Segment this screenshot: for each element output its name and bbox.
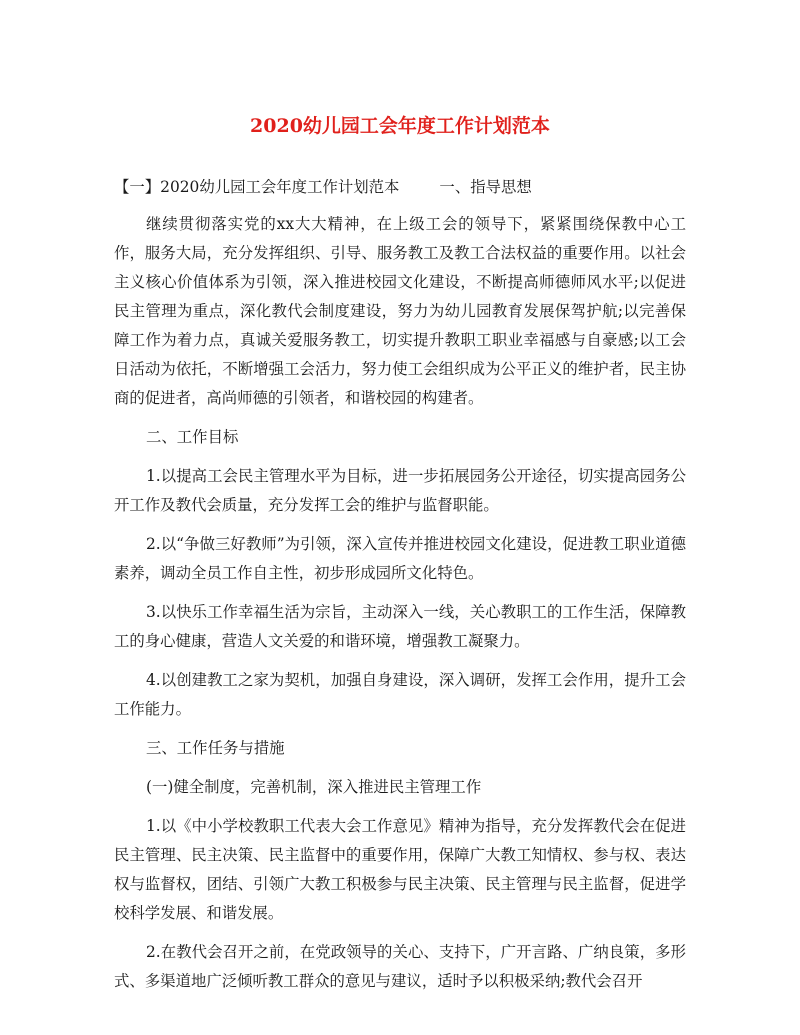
task-item-1: 1.以《中小学校教职工代表大会工作意见》精神为指导，充分发挥教代会在促进民主管理、民主决策、民主监督中的重要作用，保障广大教工知情权、参与权、表达权与监督权，团结、引领广大教工积极参与民主决策、民主管理与民主监督，促进学校科学发展、和谐发展。 (114, 817, 686, 922)
goal-item-1: 1.以提高工会民主管理水平为目标，进一步拓展园务公开途径，切实提高园务公开工作及教代会质量，充分发挥工会的维护与监督职能。 (114, 467, 686, 514)
document-title: 2020幼儿园工会年度工作计划范本 (250, 115, 550, 137)
section-heading-tasks: 三、工作任务与措施 (146, 739, 285, 757)
section-heading-work-goals: 二、工作目标 (146, 428, 239, 446)
task-item-2: 2.在教代会召开之前，在党政领导的关心、支持下，广开言路、广纳良策，多形式、多渠道地广泛倾听教工群众的意见与建议，适时予以积极采纳;教代会召开 (114, 943, 686, 990)
section-lead: 【一】2020幼儿园工会年度工作计划范本 (114, 178, 400, 196)
subsection-heading-system: (一)健全制度，完善机制，深入推进民主管理工作 (146, 778, 482, 796)
paragraph-guiding-thought: 继续贯彻落实党的xx大大精神，在上级工会的领导下，紧紧围绕保教中心工作，服务大局，充分发挥组织、引导、服务教工及教工合法权益的重要作用。以社会主义核心价值体系为引领，深入推进校园文化建设，不断提高师德师风水平;以促进民主管理为重点，深化教代会制度建设，努力为幼儿园教育发展保驾护航;以完善保障工作为着力点，真诚关爱服务教工，切实提升教职工职业幸福感与自豪感;以工会日活动为依托，不断增强工会活力，努力使工会组织成为公平正义的维护者，民主协商的促进者，高尚师德的引领者，和谐校园的构建者。 (114, 215, 686, 407)
intro-heading-line (114, 173, 686, 202)
goal-item-4: 4.以创建教工之家为契机，加强自身建设，深入调研，发挥工会作用，提升工会工作能力。 (114, 671, 686, 718)
goal-item-2: 2.以“争做三好教师”为引领，深入宣传并推进校园文化建设，促进教工职业道德素养，调动全员工作自主性，初步形成园所文化特色。 (114, 535, 686, 582)
section-heading-guiding-thought: 一、指导思想 (439, 178, 532, 196)
document-body (114, 173, 686, 1006)
goal-item-3: 3.以快乐工作幸福生活为宗旨，主动深入一线，关心教职工的工作生活，保障教工的身心健康，营造人文关爱的和谐环境，增强教工凝聚力。 (114, 603, 686, 650)
